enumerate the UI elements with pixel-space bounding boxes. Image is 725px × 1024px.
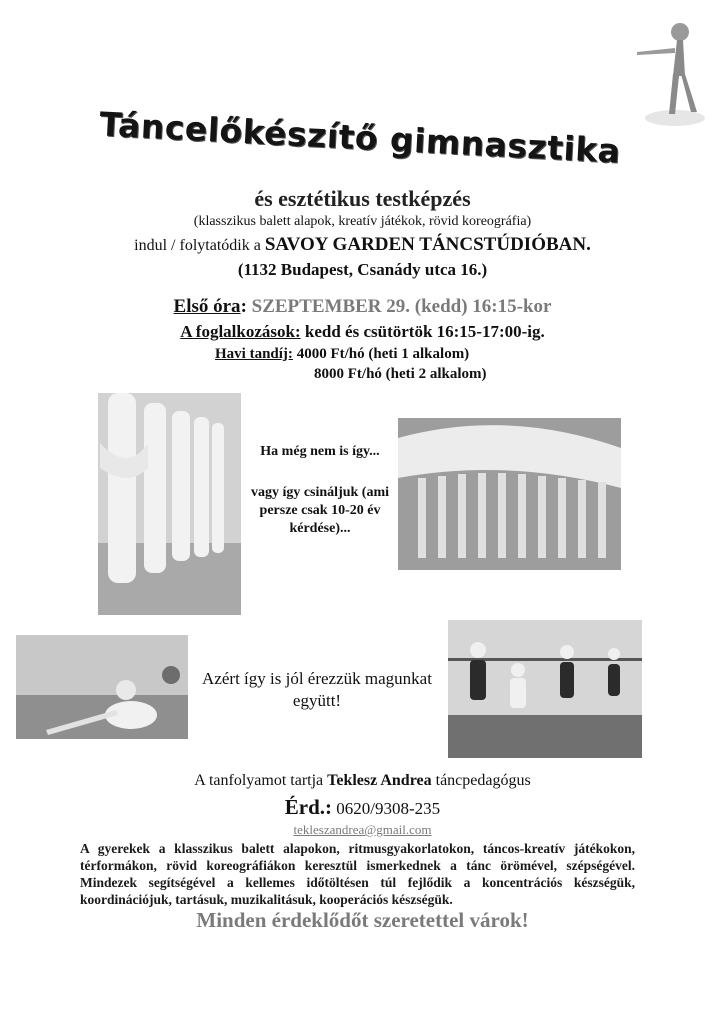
email-link[interactable]: tekleszandrea@gmail.com [293, 822, 432, 837]
subtitle: és esztétikus testképzés [254, 186, 471, 211]
kids-barre-photo [448, 620, 642, 758]
first-class-line [0, 296, 725, 318]
fee-2: 8000 Ft/hó (heti 2 alkalom) [314, 366, 487, 382]
caption-1: Ha még nem is így... [260, 444, 380, 459]
teacher-suffix: táncpedagógus [435, 772, 531, 789]
sessions-label: A foglalkozások: [180, 322, 301, 341]
studio-line [0, 234, 725, 256]
first-class-label: Első óra [173, 296, 241, 317]
caption-2: vagy így csináljuk (ami persze csak 10-20 év kérdése)... [250, 485, 390, 536]
ballet-barre-photo [98, 393, 241, 615]
teacher-prefix: A tanfolyamot tartja [194, 772, 324, 789]
ballet-corps-photo [398, 418, 621, 570]
fee-line-1 [215, 346, 469, 363]
phone-line [0, 795, 725, 820]
fee-1: 4000 Ft/hó (heti 1 alkalom) [296, 346, 470, 362]
city-label: Érd.: [284, 795, 333, 819]
first-class-colon: : [240, 296, 247, 317]
first-class-time: (kedd) 16:15-kor [414, 296, 552, 317]
stretching-kids-photo [16, 635, 188, 739]
start-prefix: indul / folytatódik a [134, 237, 261, 254]
fee-label: Havi tandíj: [215, 346, 293, 362]
first-class-date: SZEPTEMBER 29. [251, 296, 411, 317]
phone-number: 0620/9308-235 [336, 799, 441, 818]
description-paragraph: A gyerekek a klasszikus balett alapokon, ritmusgyakorlatokon, táncos-kreatív játékokon, térformákon, rövid koreográfiákon keresztül ismerkednek a tánc örömével, szépségével. Mindezek segítségével a kellemes időtöltésen túl fejlődik a koncentrációs készségük, koordinációjuk, tartásuk, muzikalitásuk, kooperációs készségük. [80, 841, 635, 907]
studio-name: SAVOY GARDEN TÁNCSTÚDIÓBAN. [264, 234, 591, 255]
topics-line: (klasszikus balett alapok, kreatív játékok, rövid koreográfia) [193, 214, 532, 229]
page-title: Táncelőkészítő gimnasztika [98, 104, 622, 171]
closing-line: Minden érdeklődőt szeretettel várok! [196, 908, 529, 932]
sessions-line [0, 322, 725, 342]
dancer-figure-image [625, 18, 715, 128]
sessions-value: kedd és csütörtök 16:15-17:00-ig. [304, 322, 545, 341]
caption-3: Azért így is jól érezzük magunkat együtt! [202, 669, 432, 710]
address: (1132 Budapest, Csanády utca 16.) [237, 260, 488, 279]
teacher-name: Teklesz Andrea [327, 772, 432, 789]
teacher-line [0, 772, 725, 790]
